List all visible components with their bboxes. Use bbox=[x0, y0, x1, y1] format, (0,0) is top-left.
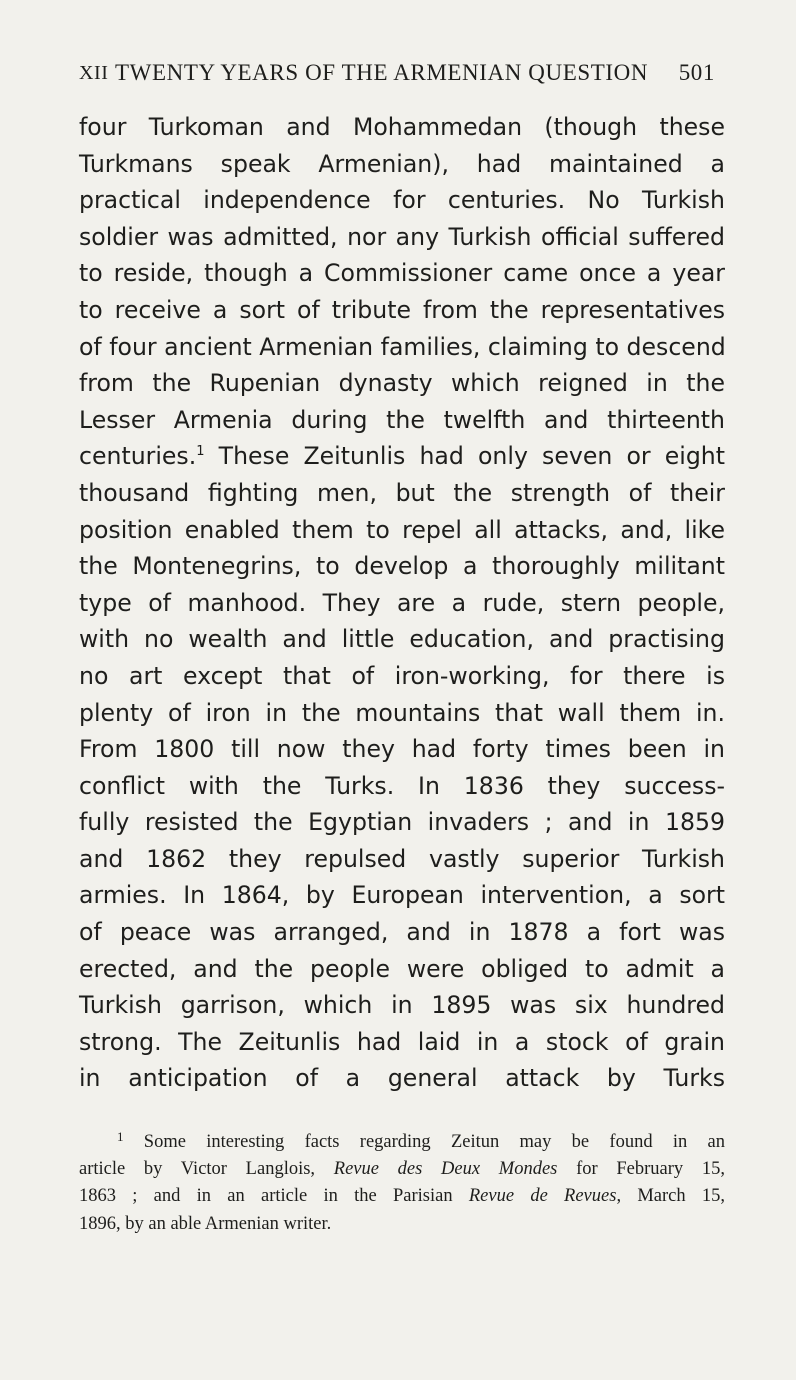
text-line: soldier was admitted, nor any Turkish official suffered bbox=[79, 222, 725, 251]
footnote-line: 1896, by an able Armenian writer. bbox=[79, 1213, 332, 1234]
text-line: practical independence for centuries. No Turkish bbox=[79, 186, 725, 215]
text-line: to reside, though a Commissioner came once a year bbox=[79, 259, 725, 288]
footnote-reference: 1 bbox=[196, 444, 205, 460]
footnote-mark: 1 bbox=[117, 1129, 124, 1144]
footnote-text: for February 15, bbox=[557, 1159, 726, 1180]
text-line: type of manhood. They are a rude, stern people, bbox=[79, 588, 725, 617]
text-line: Turkmans speak Armenian), had maintained a bbox=[79, 149, 725, 178]
text-line: from the Rupenian dynasty which reigned in the bbox=[79, 369, 725, 398]
text-line: Turkish garrison, which in 1895 was six hundred bbox=[79, 991, 725, 1020]
text-line: with no wealth and little education, and practising bbox=[79, 625, 725, 654]
text-line: of four ancient Armenian families, claiming to descend bbox=[79, 332, 726, 361]
body-paragraph bbox=[79, 109, 725, 1097]
footnote-text: 1863 ; and in an article in the Parisian bbox=[79, 1186, 469, 1207]
text-line: no art except that of iron-working, for there is bbox=[79, 661, 725, 690]
text-line: armies. In 1864, by European intervention, a sort bbox=[79, 881, 725, 910]
text-line: thousand fighting men, but the strength of their bbox=[79, 478, 725, 507]
text-line: and 1862 they repulsed vastly superior Turkish bbox=[79, 844, 725, 873]
text-line: four Turkoman and Mohammedan (though these bbox=[79, 113, 725, 141]
text-segment: centuries. bbox=[79, 442, 197, 471]
text-line bbox=[79, 438, 725, 475]
chapter-number: XII bbox=[79, 62, 109, 84]
text-line: conflict with the Turks. In 1836 they success- bbox=[79, 771, 725, 800]
text-line: in anticipation of a general attack by Turks bbox=[79, 1064, 725, 1093]
footnote-text: Some interesting facts regarding Zeitun may be found in an bbox=[123, 1132, 725, 1152]
text-line: to receive a sort of tribute from the representatives bbox=[79, 295, 725, 324]
journal-title: Revue de Revues bbox=[468, 1186, 617, 1207]
text-segment: These Zeitunlis had only seven or eight bbox=[204, 442, 725, 471]
footnote-text: article by Victor Langlois, bbox=[79, 1159, 334, 1180]
journal-title: Revue des Deux Mondes bbox=[333, 1159, 558, 1180]
running-header bbox=[79, 56, 715, 90]
text-line: From 1800 till now they had forty times been in bbox=[79, 735, 725, 764]
running-title: TWENTY YEARS OF THE ARMENIAN QUESTION bbox=[115, 60, 649, 85]
text-line: plenty of iron in the mountains that wall them in. bbox=[79, 698, 725, 727]
text-line: of peace was arranged, and in 1878 a fort was bbox=[79, 918, 725, 947]
text-line: fully resisted the Egyptian invaders ; and in 1859 bbox=[79, 808, 725, 837]
footnote bbox=[79, 1129, 725, 1238]
text-line: position enabled them to repel all attacks, and, like bbox=[79, 515, 725, 544]
text-line: strong. The Zeitunlis had laid in a stock of grain bbox=[79, 1027, 725, 1056]
footnote-line bbox=[79, 1183, 725, 1210]
text-line: Lesser Armenia during the twelfth and thirteenth bbox=[79, 405, 725, 434]
text-line: the Montenegrins, to develop a thoroughly militant bbox=[79, 552, 725, 581]
text-line: erected, and the people were obliged to admit a bbox=[79, 954, 725, 983]
page-number: 501 bbox=[678, 60, 715, 85]
footnote-line bbox=[79, 1129, 725, 1156]
footnote-line bbox=[79, 1156, 725, 1183]
footnote-text: , March 15, bbox=[616, 1186, 725, 1207]
